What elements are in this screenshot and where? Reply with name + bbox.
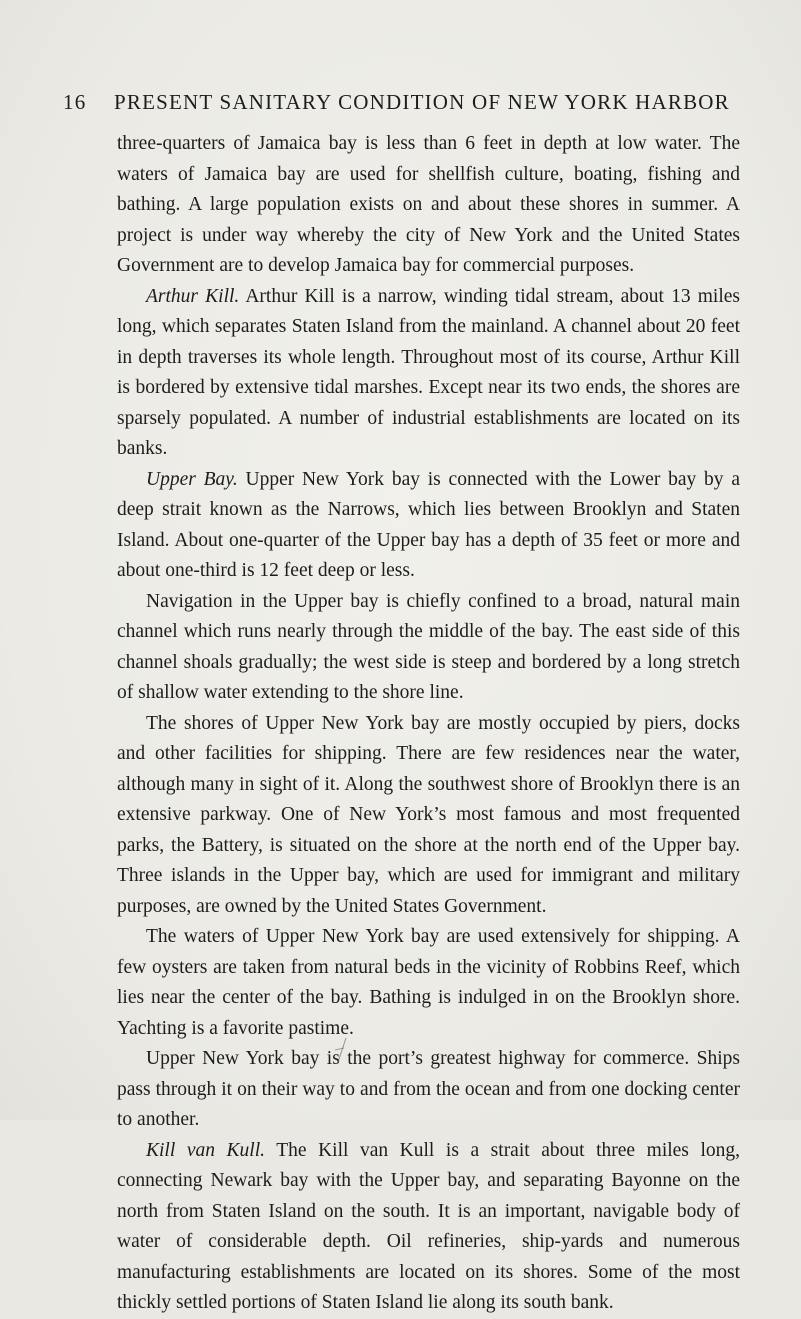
paragraph-text: The Kill van Kull is a strait about three miles long, connecting Newark bay with the Upper bay, and separating Bayonne on the north from Staten Island on the south. It is an important, navigable body of water of considerable depth. Oil refineries, ship-yards and numerous manufacturing establishments are located on its shores. Some of the most thickly settled portions of Staten Island lie along its south bank. xyxy=(117,1139,740,1313)
paragraph-text: The waters of Upper New York bay are used extensively for shipping. A few oysters are taken from natural beds in the vicinity of Robbins Reef, which lies near the center of the bay. Bathing is indulged in on the Brooklyn shore. Yachting is a favorite pastime. xyxy=(117,926,740,1039)
body-text xyxy=(117,129,740,1319)
running-title: PRESENT SANITARY CONDITION OF NEW YORK HARBOR xyxy=(114,90,730,114)
pencil-mark xyxy=(332,1036,352,1066)
page-number: 16 xyxy=(63,90,87,114)
paragraph-text: three-quarters of Jamaica bay is less than 6 feet in depth at low water. The waters of Jamaica bay are used for shellfish culture, boating, fishing and bathing. A large population exists on and about these shores in summer. A project is under way whereby the city of New York and the United States Government are to develop Jamaica bay for commercial purposes. xyxy=(117,133,740,276)
paragraph-upper-bay xyxy=(117,465,740,587)
paragraph-navigation xyxy=(117,587,740,709)
section-lead-arthur-kill: Arthur Kill. xyxy=(146,285,240,307)
page-header xyxy=(63,90,763,120)
paragraph-text: Arthur Kill is a narrow, winding tidal stream, about 13 miles long, which separates Staten Island from the mainland. A channel about 20 feet in depth traverses its whole length. Throughout most of its course, Arthur Kill is bordered by extensive tidal marshes. Except near its two ends, the shores are sparsely populated. A number of industrial establishments are located on its banks. xyxy=(117,285,740,459)
paragraph-waters-use xyxy=(117,922,740,1044)
paragraph-kill-van-kull xyxy=(117,1136,740,1319)
paragraph-shores xyxy=(117,709,740,923)
section-lead-upper-bay: Upper Bay. xyxy=(146,468,238,490)
paragraph-text: Upper New York bay is connected with the Lower bay by a deep strait known as the Narrows, which lies between Brooklyn and Staten Island. About one-quarter of the Upper bay has a depth of 35 feet or more and about one-third is 12 feet deep or less. xyxy=(117,468,740,581)
paragraph-jamaica-bay-continued xyxy=(117,129,740,282)
paragraph-commerce xyxy=(117,1044,740,1136)
section-lead-kill-van-kull: Kill van Kull. xyxy=(146,1139,265,1161)
paragraph-arthur-kill xyxy=(117,282,740,465)
paragraph-text: Upper New York bay is the port’s greatest highway for commerce. Ships pass through it on their way to and from the ocean and from one docking center to another. xyxy=(117,1048,740,1130)
paragraph-text: The shores of Upper New York bay are mostly occupied by piers, docks and other facilities for shipping. There are few residences near the water, although many in sight of it. Along the southwest shore of Brooklyn there is an extensive parkway. One of New York’s most famous and most frequented parks, the Battery, is situated on the shore at the north end of the Upper bay. Three islands in the Upper bay, which are used for immigrant and military purposes, are owned by the United States Government. xyxy=(117,712,740,917)
paragraph-text: Navigation in the Upper bay is chiefly confined to a broad, natural main channel which runs nearly through the middle of the bay. The east side of this channel shoals gradually; the west side is steep and bordered by a long stretch of shallow water extending to the shore line. xyxy=(117,590,740,703)
